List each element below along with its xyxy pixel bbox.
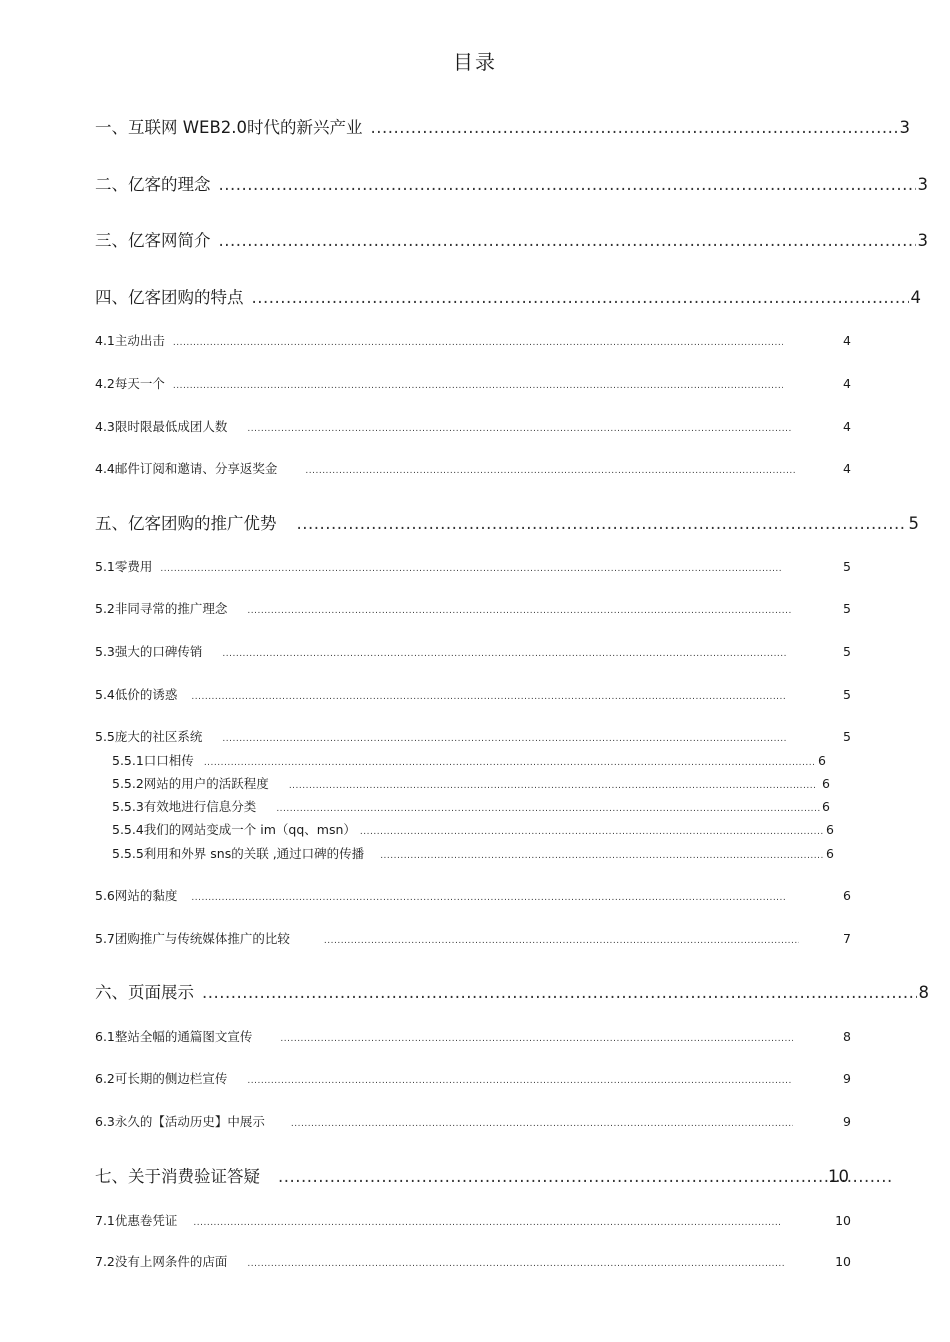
toc-entry-5-4[interactable] [95,685,851,703]
toc-page-number: 9 [843,1114,851,1129]
toc-page-number: 5 [843,644,851,659]
toc-label: 七、关于消费验证答疑 [95,1167,260,1186]
toc-entry-7-2[interactable] [95,1252,851,1270]
toc-page-number: 9 [843,1071,851,1086]
toc-label: 7.2没有上网条件的店面 [95,1254,228,1269]
toc-page-number: 4 [843,333,851,348]
toc-entry-5-7[interactable] [95,929,851,947]
toc-label: 四、亿客团购的特点 [95,288,244,307]
toc-label: 5.6网站的黏度 [95,888,178,903]
dot-leader [289,781,816,791]
toc-entry-ch3[interactable] [95,227,928,251]
toc-label: 5.5.4我们的网站变成一个 im（qq、msn） [112,822,356,837]
toc-page-number: 6 [826,846,834,861]
toc-label: 5.5.2网站的用户的活跃程度 [112,776,269,791]
toc-label: 4.4邮件订阅和邀请、分享返奖金 [95,461,278,476]
toc-entry-5-2[interactable] [95,599,851,617]
dot-leader [291,1119,793,1129]
toc-label: 4.2每天一个 [95,376,165,391]
toc-page-number: 5 [843,559,851,574]
dot-leader [204,758,816,768]
dot-leader [222,734,787,744]
dot-leader [280,1034,793,1044]
toc-page-number: 10 [835,1213,851,1228]
dot-leader [297,514,907,533]
toc-page-number: 5 [843,687,851,702]
toc-label: 5.2非同寻常的推广理念 [95,601,228,616]
toc-entry-6-3[interactable] [95,1112,851,1130]
dot-leader [219,231,916,250]
toc-entry-6-1[interactable] [95,1027,851,1045]
toc-label: 5.4低价的诱惑 [95,687,178,702]
toc-entry-5-5-1[interactable] [112,751,826,769]
dot-leader [247,424,791,434]
toc-entry-7-1[interactable] [95,1211,851,1229]
toc-page-number: 8 [843,1029,851,1044]
toc-entry-5-1[interactable] [95,557,851,575]
toc-entry-ch4[interactable] [95,284,921,308]
toc-page-number: 4 [910,288,921,307]
toc-page-number: 3 [899,118,910,137]
toc-entry-5-6[interactable] [95,886,851,904]
toc-entry-4-3[interactable] [95,417,851,435]
dot-leader [247,1259,785,1269]
dot-leader [202,983,917,1002]
dot-leader [380,851,824,861]
dot-leader [278,1167,892,1186]
toc-label: 5.3强大的口碑传销 [95,644,203,659]
toc-label: 4.3限时限最低成团人数 [95,419,228,434]
toc-entry-ch1[interactable] [95,114,910,138]
toc-label: 5.5.5利用和外界 sns的关联 ,通过口碑的传播 [112,846,365,861]
toc-entry-5-5-2[interactable] [112,774,830,792]
toc-label: 7.1优惠卷凭证 [95,1213,178,1228]
dot-leader [247,606,791,616]
toc-label: 六、页面展示 [95,983,194,1002]
toc-page-number: 4 [843,376,851,391]
toc-label: 5.7团购推广与传统媒体推广的比较 [95,931,290,946]
toc-entry-5-5-4[interactable] [112,820,834,838]
toc-label: 5.5.3有效地进行信息分类 [112,799,257,814]
toc-page-number: 6 [822,799,830,814]
toc-label: 5.5庞大的社区系统 [95,729,203,744]
toc-page-number: 4 [843,419,851,434]
toc-page-number: 6 [826,822,834,837]
dot-leader [173,381,783,391]
toc-label: 二、亿客的理念 [95,175,211,194]
toc-page-number: 10 [828,1167,849,1186]
toc-page-number: 4 [843,461,851,476]
dot-leader [252,288,909,307]
toc-page-number: 6 [822,776,830,791]
dot-leader [173,338,783,348]
dot-leader [193,1218,781,1228]
toc-entry-5-3[interactable] [95,642,851,660]
toc-entry-ch7[interactable] [95,1163,895,1187]
toc-page-number: 5 [908,514,919,533]
toc-label: 五、亿客团购的推广优势 [95,514,277,533]
dot-leader [305,466,795,476]
dot-leader [191,692,785,702]
toc-page-number: 5 [843,729,851,744]
toc-page-number: 6 [843,888,851,903]
toc-label: 6.3永久的【活动历史】中展示 [95,1114,265,1129]
toc-entry-ch5[interactable] [95,510,919,534]
toc-label: 6.2可长期的侧边栏宣传 [95,1071,228,1086]
toc-label: 6.1整站全幅的通篇图文宣传 [95,1029,253,1044]
dot-leader [191,893,785,903]
toc-entry-6-2[interactable] [95,1069,851,1087]
toc-entry-5-5[interactable] [95,727,851,745]
dot-leader [324,936,799,946]
dot-leader [219,175,916,194]
toc-page-number: 7 [843,931,851,946]
toc-entry-5-5-3[interactable] [112,797,830,815]
toc-label: 5.5.1口口相传 [112,753,194,768]
dot-leader [276,804,820,814]
toc-page-number: 6 [818,753,826,768]
toc-entry-5-5-5[interactable] [112,844,834,862]
toc-page-number: 3 [917,231,928,250]
toc-entry-ch6[interactable] [95,979,929,1003]
toc-label: 5.1零费用 [95,559,153,574]
dot-leader [360,827,824,837]
toc-page-number: 10 [835,1254,851,1269]
toc-entry-4-4[interactable] [95,459,851,477]
toc-page-number: 8 [918,983,929,1002]
page-title: 目录 [453,50,497,74]
dot-leader [160,564,781,574]
toc-label: 三、亿客网简介 [95,231,211,250]
toc-label: 一、互联网 WEB2.0时代的新兴产业 [95,118,363,137]
toc-page-number: 3 [917,175,928,194]
dot-leader [371,118,898,137]
dot-leader [222,649,787,659]
dot-leader [247,1076,791,1086]
toc-page-number: 5 [843,601,851,616]
toc-label: 4.1主动出击 [95,333,165,348]
toc-entry-4-2[interactable] [95,374,851,392]
toc-entry-4-1[interactable] [95,331,851,349]
toc-entry-ch2[interactable] [95,171,928,195]
